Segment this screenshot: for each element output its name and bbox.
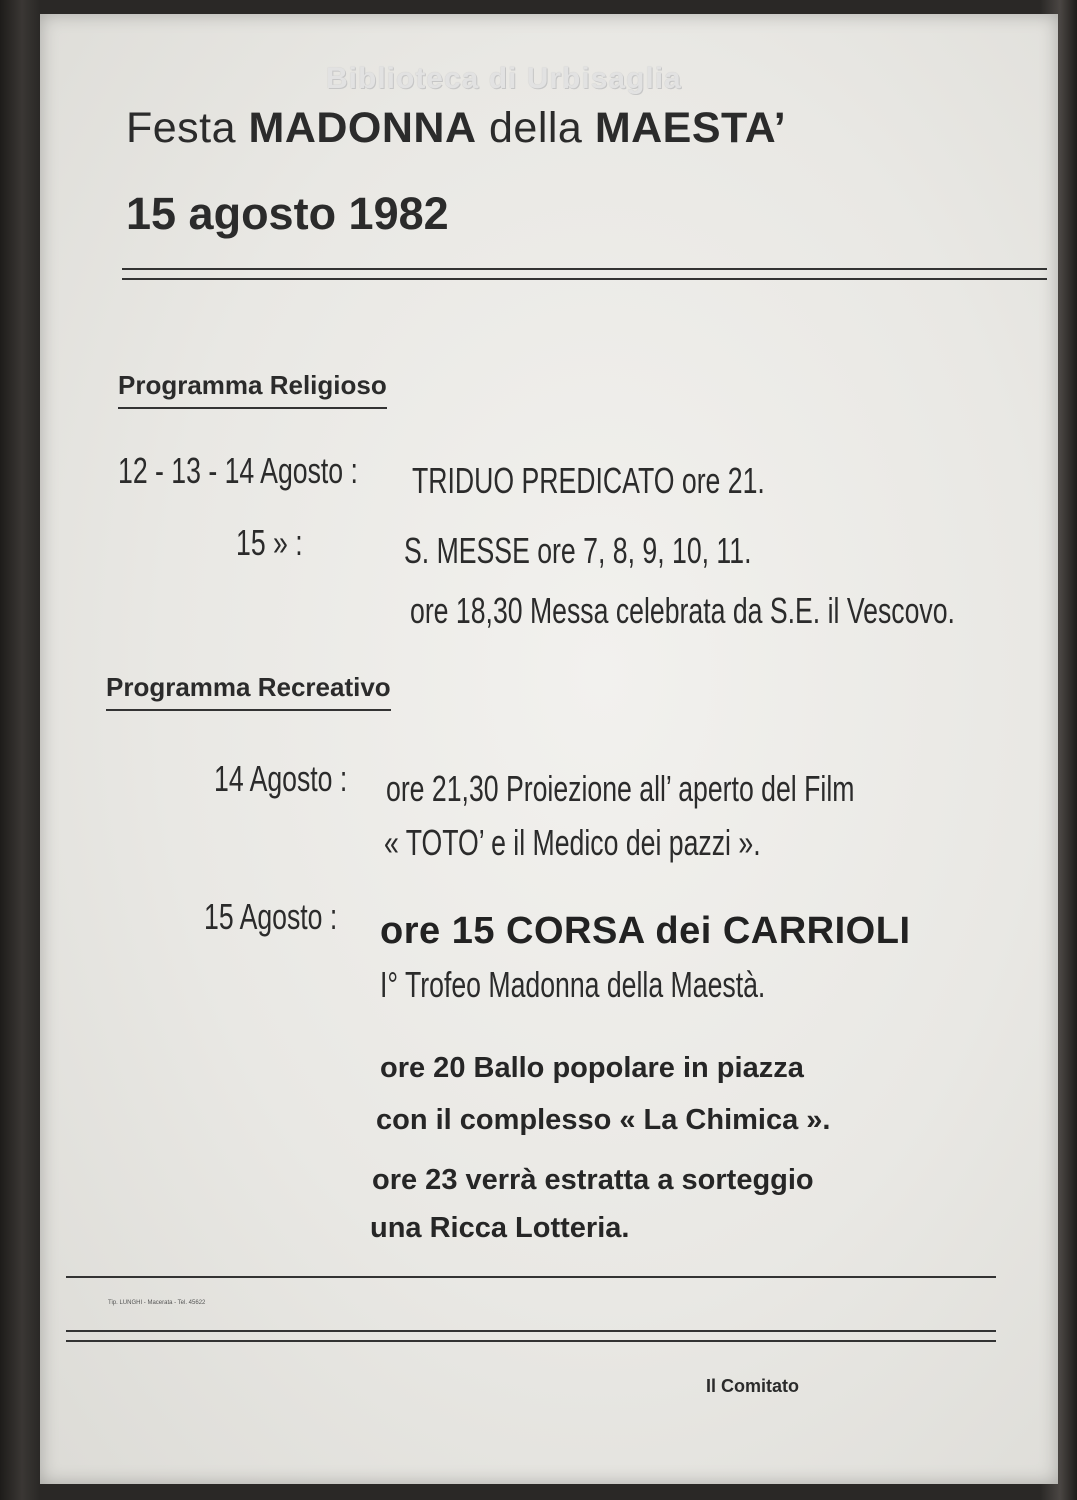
poster-date: 15 agosto 1982 xyxy=(126,188,449,239)
religious-heading: Programma Religioso xyxy=(118,370,387,409)
religious-triduo-text: TRIDUO PREDICATO ore 21. xyxy=(412,460,765,501)
title-madonna: MADONNA xyxy=(248,104,477,152)
footer-divider-bottom xyxy=(66,1330,996,1332)
recreational-heading: Programma Recreativo xyxy=(106,672,391,711)
recreational-lotteria-line2: una Ricca Lotteria. xyxy=(370,1212,630,1244)
religious-messe-text: S. MESSE ore 7, 8, 9, 10, 11. xyxy=(404,530,752,571)
recreational-trophy-line: I° Trofeo Madonna della Maestà. xyxy=(380,964,766,1005)
printer-credit: Tip. LUNGHI - Macerata - Tel. 45622 xyxy=(108,1300,206,1306)
committee-signature: Il Comitato xyxy=(706,1376,799,1396)
title-della: della xyxy=(489,104,583,152)
recreational-film-title: « TOTO’ e il Medico dei pazzi ». xyxy=(384,822,761,863)
recreational-ballo-line1: ore 20 Ballo popolare in piazza xyxy=(380,1052,804,1084)
title-divider-top xyxy=(122,268,1047,270)
recreational-race-line: ore 15 CORSA dei CARRIOLI xyxy=(380,910,911,952)
recreational-lotteria-line1: ore 23 verrà estratta a sorteggio xyxy=(372,1164,814,1196)
poster-title xyxy=(126,104,786,153)
title-festa: Festa xyxy=(126,104,237,152)
religious-vescovo-text: ore 18,30 Messa celebrata da S.E. il Vescovo. xyxy=(410,590,955,631)
religious-triduo-date: 12 - 13 - 14 Agosto : xyxy=(118,450,358,491)
recreational-day2-date: 15 Agosto : xyxy=(204,896,338,937)
recreational-ballo-line2: con il complesso « La Chimica ». xyxy=(376,1104,831,1136)
recreational-film-line: ore 21,30 Proiezione all’ aperto del Film xyxy=(386,768,855,809)
recreational-day1-date: 14 Agosto : xyxy=(214,758,348,799)
footer-divider-bottom-2 xyxy=(66,1340,996,1342)
religious-messe-date: 15 » : xyxy=(236,522,303,563)
library-watermark: Biblioteca di Urbisaglia xyxy=(326,62,682,95)
title-maesta: MAESTA’ xyxy=(594,104,787,152)
footer-divider-top xyxy=(66,1276,996,1278)
title-divider-bottom xyxy=(122,278,1047,280)
